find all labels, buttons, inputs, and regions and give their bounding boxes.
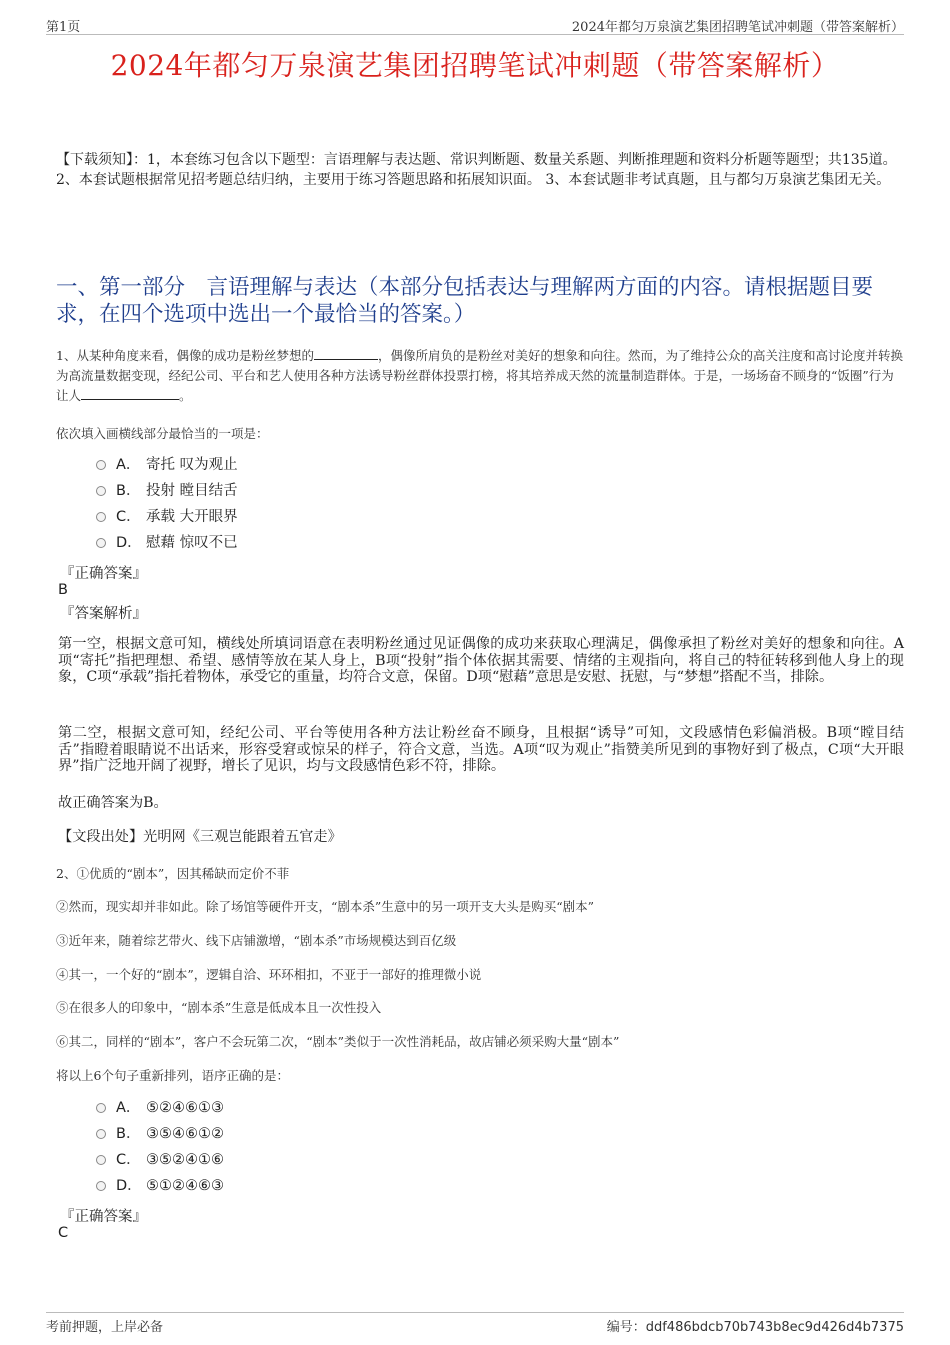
q1-source: 【文段出处】光明网《三观岂能跟着五官走》: [58, 829, 342, 845]
option-key: C．: [116, 1152, 141, 1168]
option-text: ⑤②④⑥①③: [146, 1100, 224, 1116]
q2-sentence-1: 2、①优质的“剧本”，因其稀缺而定价不菲: [56, 866, 290, 881]
option-key: D．: [116, 535, 142, 551]
option-text: 投射 瞠目结舌: [146, 483, 238, 499]
q1-analysis-paragraph-1: 第一空，根据文意可知，横线处所填词语意在表明粉丝通过见证偶像的成功来获取心理满足，偶像承担了粉丝对美好的想象和向往。A项“寄托”指把理想、希望、感情等放在某人身上，B项“投射”指个体依据其需要、情绪的主观指向，将自己的特征转移到他人身上的现象，C项“承载”指托着物体，承受它的重量，均符合文意，保留。D项“慰藉”意思是安慰、抚慰，与“梦想”搭配不当，排除。: [58, 636, 904, 686]
q1-stem-part-c: 。: [179, 388, 192, 403]
radio-icon[interactable]: [96, 512, 106, 522]
footer-slogan: 考前押题，上岸必备: [46, 1320, 164, 1335]
document-title: 2024年都匀万泉演艺集团招聘笔试冲刺题（带答案解析）: [110, 49, 840, 82]
q1-blank-1: [314, 347, 378, 360]
radio-icon[interactable]: [96, 1181, 106, 1191]
q2-sentence-3: ③近年来，随着综艺带火、线下店铺激增，“剧本杀”市场规模达到百亿级: [56, 933, 457, 948]
q2-answer-label: 『正确答案』: [60, 1209, 147, 1225]
q1-option-b[interactable]: [96, 478, 496, 504]
q1-analysis-label: 『答案解析』: [60, 606, 147, 622]
q1-analysis-paragraph-2: 第二空，根据文意可知，经纪公司、平台等使用各种方法让粉丝奋不顾身，且根据“诱导”可知，文段感情色彩偏消极。B项“瞠目结舌”指瞪着眼睛说不出话来，形容受窘或惊呆的样子，符合文意，当选。A项“叹为观止”指赞美所见到的事物好到了极点，C项“大开眼界”指广泛地开阔了视野，增长了见识，均与文段感情色彩不符，排除。: [58, 725, 904, 775]
page-header: [46, 14, 904, 35]
option-text: ③⑤④⑥①②: [146, 1126, 224, 1142]
footer-code-label: 编号：: [606, 1320, 646, 1335]
q2-sentence-4: ④其一，一个好的“剧本”，逻辑自洽、环环相扣，不亚于一部好的推理微小说: [56, 967, 482, 982]
option-key: C．: [116, 509, 141, 525]
option-text: 承载 大开眼界: [146, 509, 238, 525]
header-doc-title: 2024年都匀万泉演艺集团招聘笔试冲刺题（带答案解析）: [571, 20, 904, 35]
q2-sentence-6: ⑥其二，同样的“剧本”，客户不会玩第二次，“剧本”类似于一次性消耗品，故店铺必须采购大量“剧本”: [56, 1034, 620, 1049]
option-text: 寄托 叹为观止: [146, 457, 238, 473]
download-notice: 【下载须知】：1，本套练习包含以下题型：言语理解与表达题、常识判断题、数量关系题、判断推理题和资料分析题等题型；共135道。 2、本套试题根据常见招考题总结归纳，主要用于练习答题思路和拓展知识面。 3、本套试题非考试真题，且与都匀万泉演艺集团无关。: [56, 152, 897, 188]
q2-answer-value: C: [58, 1225, 69, 1241]
q1-stem-part-b: ，偶像所肩负的是粉丝对美好的想象和向往。然而，为了维持公众的高关注度和高讨论度并转换为高流量数据变现，经纪公司、平台和艺人使用各种方法诱导粉丝群体投票打榜，将其培养成天然的流量制造群体。于是，一场场奋不顾身的“饭圈”行为让人: [56, 348, 903, 403]
q2-option-a[interactable]: [96, 1095, 496, 1121]
page-footer: [46, 1312, 904, 1337]
q2-options: [96, 1095, 496, 1199]
radio-icon[interactable]: [96, 1129, 106, 1139]
section-heading: 一、第一部分 言语理解与表达（本部分包括表达与理解两方面的内容。请根据题目要求，在四个选项中选出一个最恰当的答案。）: [56, 275, 874, 327]
page-number: 第1页: [46, 20, 81, 35]
q2-sentence-2: ②然而，现实却并非如此。除了场馆等硬件开支，“剧本杀”生意中的另一项开支大头是购买“剧本”: [56, 899, 595, 914]
q1-blank-2: [81, 387, 179, 400]
radio-icon[interactable]: [96, 486, 106, 496]
q1-options: [96, 452, 496, 556]
q1-prompt: 依次填入画横线部分最恰当的一项是：: [56, 426, 269, 441]
option-key: A．: [116, 457, 141, 473]
q2-option-b[interactable]: [96, 1121, 496, 1147]
question-1-stem: [56, 346, 904, 406]
option-text: ③⑤②④①⑥: [146, 1152, 224, 1168]
option-text: ⑤①②④⑥③: [146, 1178, 224, 1194]
option-key: B．: [116, 1126, 141, 1142]
q1-stem-part-a: 1、从某种角度来看，偶像的成功是粉丝梦想的: [56, 348, 314, 363]
q1-option-a[interactable]: [96, 452, 496, 478]
option-text: 慰藉 惊叹不已: [146, 535, 238, 551]
q2-option-d[interactable]: [96, 1173, 496, 1199]
radio-icon[interactable]: [96, 1155, 106, 1165]
q2-prompt: 将以上6个句子重新排列，语序正确的是：: [56, 1068, 289, 1083]
q2-sentence-5: ⑤在很多人的印象中，“剧本杀”生意是低成本且一次性投入: [56, 1000, 382, 1015]
option-key: D．: [116, 1178, 142, 1194]
radio-icon[interactable]: [96, 460, 106, 470]
radio-icon[interactable]: [96, 1103, 106, 1113]
q1-option-c[interactable]: [96, 504, 496, 530]
q1-answer-value: B: [58, 582, 68, 598]
footer-code-value: ddf486bdcb70b743b8ec9d426d4b7375: [645, 1320, 904, 1335]
q1-conclusion: 故正确答案为B。: [58, 795, 168, 811]
footer-code: [607, 1316, 904, 1335]
q1-option-d[interactable]: [96, 530, 496, 556]
option-key: B．: [116, 483, 141, 499]
q1-answer-label: 『正确答案』: [60, 566, 147, 582]
radio-icon[interactable]: [96, 538, 106, 548]
q2-option-c[interactable]: [96, 1147, 496, 1173]
option-key: A．: [116, 1100, 141, 1116]
